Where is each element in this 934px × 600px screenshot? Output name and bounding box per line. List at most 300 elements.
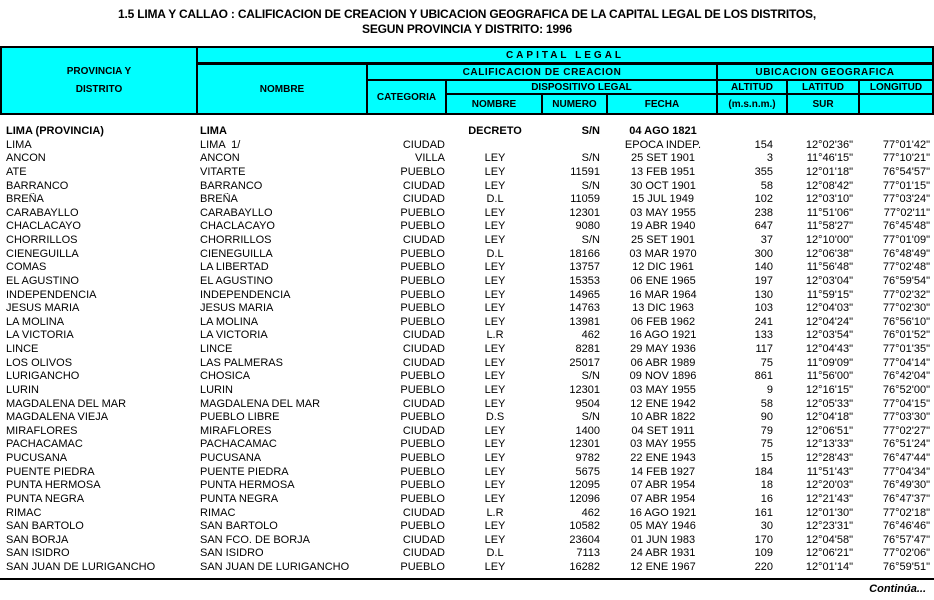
cell-capital-nombre: SAN BARTOLO	[200, 520, 278, 533]
cell-categoria: PUEBLO	[400, 520, 445, 533]
cell-categoria	[368, 125, 447, 139]
cell-numero: S/N	[581, 179, 600, 192]
cell-altitud: 117	[755, 343, 773, 355]
cell-latitud: 12°23'31"	[805, 520, 853, 533]
cell-altitud: 241	[754, 315, 773, 328]
cell-numero: 9782	[575, 452, 600, 464]
header-provincia-line2: DISTRITO	[75, 84, 123, 95]
cell-provincia: LIMA (PROVINCIA)	[6, 125, 104, 137]
cell-capital-nombre: PUNTA NEGRA	[200, 492, 279, 505]
table-row	[2, 479, 932, 493]
cell-altitud: 15	[760, 452, 773, 464]
cell-longitud: 77°02'48"	[882, 261, 930, 274]
cell-capital-nombre: PUNTA HERMOSA	[200, 479, 295, 492]
cell-dispositivo-nombre: LEY	[484, 302, 506, 315]
cell-capital-nombre: PUEBLO LIBRE	[200, 411, 280, 424]
cell-fecha: 03 MAR 1970	[629, 247, 697, 260]
cell-categoria: PUEBLO	[400, 261, 445, 274]
table-row	[2, 248, 932, 262]
cell-altitud: 861	[754, 370, 773, 383]
cell-numero: 12301	[569, 206, 600, 219]
cell-categoria: PUEBLO	[400, 370, 445, 383]
page-title	[0, 0, 934, 37]
table-row	[2, 329, 932, 343]
cell-altitud: 58	[760, 179, 773, 192]
cell-latitud: 12°03'10"	[805, 193, 853, 206]
cell-capital-nombre: VITARTE	[200, 165, 246, 178]
cell-fecha: 30 OCT 1901	[630, 179, 696, 192]
header-categoria: CATEGORIA	[368, 81, 447, 113]
cell-provincia: INDEPENDENCIA	[6, 288, 97, 301]
cell-altitud: 238	[754, 206, 773, 219]
cell-fecha: 03 MAY 1955	[630, 438, 696, 451]
cell-altitud: 75	[760, 438, 773, 451]
cell-numero: 7113	[576, 547, 600, 560]
table-row	[2, 384, 932, 398]
cell-latitud: 11°09'09"	[806, 356, 853, 369]
cell-categoria: VILLA	[415, 152, 445, 165]
table-row	[2, 507, 932, 521]
cell-fecha: 06 ABR 1989	[630, 356, 696, 369]
table-row	[2, 220, 932, 234]
cell-dispositivo-nombre: LEY	[484, 438, 506, 451]
cell-fecha: 24 ABR 1931	[630, 547, 696, 560]
header-longitud: LONGITUD	[860, 81, 932, 95]
cell-fecha: 15 JUL 1949	[632, 193, 694, 206]
cell-altitud: 16	[760, 492, 773, 505]
cell-dispositivo-nombre: LEY	[484, 383, 506, 396]
cell-altitud: 170	[754, 533, 773, 546]
cell-fecha: 04 SET 1911	[631, 424, 695, 437]
cell-altitud: 184	[754, 465, 773, 478]
cell-provincia: ANCON	[6, 152, 46, 165]
cell-categoria: PUEBLO	[400, 561, 445, 573]
cell-latitud: 12°01'14"	[805, 561, 853, 573]
cell-capital-nombre: LA LIBERTAD	[200, 261, 269, 274]
header-dispositivo-nombre: NOMBRE	[447, 95, 543, 113]
cell-numero: 25017	[569, 356, 600, 369]
header-nombre: NOMBRE	[198, 65, 368, 113]
cell-fecha: 07 ABR 1954	[630, 492, 696, 505]
cell-capital-nombre: CARABAYLLO	[200, 206, 273, 219]
cell-provincia: BARRANCO	[6, 179, 69, 192]
table-row	[2, 316, 932, 330]
cell-capital-nombre: LA VICTORIA	[200, 329, 268, 342]
cell-altitud: 109	[754, 547, 773, 560]
table-row	[2, 493, 932, 507]
cell-longitud: 77°02'11"	[883, 206, 930, 219]
cell-capital-nombre: LA MOLINA	[200, 315, 259, 328]
cell-capital-nombre: RIMAC	[200, 506, 236, 519]
cell-dispositivo-nombre: LEY	[484, 452, 506, 464]
cell-capital-nombre: PACHACAMAC	[200, 438, 277, 451]
cell-dispositivo-nombre: D.L	[486, 193, 504, 206]
table-row	[2, 534, 932, 548]
cell-numero: S/N	[581, 152, 600, 165]
cell-dispositivo-nombre: LEY	[484, 492, 506, 505]
cell-provincia: EL AGUSTINO	[6, 274, 79, 287]
cell-dispositivo-nombre: LEY	[484, 561, 506, 573]
cell-fecha: 13 DIC 1963	[632, 302, 694, 315]
cell-latitud: 12°13'33"	[805, 438, 853, 451]
cell-numero: 11591	[570, 165, 600, 178]
cell-altitud: 75	[760, 356, 773, 369]
cell-longitud: 76°59'54"	[882, 274, 930, 287]
cell-dispositivo-nombre: D.L	[486, 547, 504, 560]
cell-latitud: 12°08'42"	[805, 179, 853, 192]
header-provincia-line1: PROVINCIA Y	[66, 66, 132, 77]
cell-numero: 16282	[569, 561, 600, 573]
header-dispositivo-legal: DISPOSITIVO LEGAL	[447, 81, 718, 95]
cell-numero: 23604	[569, 533, 600, 546]
cell-provincia: SAN ISIDRO	[6, 547, 70, 560]
cell-dispositivo-nombre: L.R	[486, 506, 504, 519]
cell-provincia: LA VICTORIA	[6, 329, 74, 342]
cell-longitud: 76°47'44"	[882, 452, 930, 464]
table-row	[2, 520, 932, 534]
cell-dispositivo-nombre: LEY	[484, 274, 506, 287]
cell-provincia: LURIN	[6, 383, 40, 396]
cell-categoria: CIUDAD	[402, 533, 445, 546]
cell-longitud: 76°54'57"	[882, 165, 930, 178]
cell-latitud: 11°59'15"	[806, 288, 853, 301]
cell-categoria: CIUDAD	[402, 179, 445, 192]
cell-altitud: 647	[754, 220, 773, 233]
cell-capital-nombre: JESUS MARIA	[200, 302, 274, 315]
cell-longitud: 76°56'10"	[882, 315, 930, 328]
cell-longitud: 77°04'15"	[882, 397, 930, 410]
header-calificacion-creacion: CALIFICACION DE CREACION	[368, 65, 718, 81]
cell-fecha: 03 MAY 1955	[630, 383, 696, 396]
cell-altitud: 102	[754, 193, 773, 206]
cell-numero: 12095	[569, 479, 600, 492]
table-row	[2, 547, 932, 561]
cell-capital-nombre: LIMA 1/	[200, 138, 241, 151]
cell-numero: 12301	[569, 438, 600, 451]
cell-categoria: CIUDAD	[402, 193, 445, 206]
cell-capital-nombre: PUCUSANA	[200, 452, 262, 464]
cell-longitud: 77°10'21"	[882, 152, 930, 165]
table-row	[2, 152, 932, 166]
cell-longitud: 77°03'24"	[882, 193, 930, 206]
cell-capital-nombre: LINCE	[200, 343, 233, 355]
cell-fecha: 16 MAR 1964	[629, 288, 697, 301]
cell-dispositivo-nombre: D.S	[485, 411, 505, 424]
table-body	[2, 125, 932, 575]
cell-fecha: 25 SET 1901	[630, 234, 695, 246]
cell-latitud	[788, 125, 860, 139]
cell-dispositivo-nombre: LEY	[484, 220, 506, 233]
cell-altitud: 58	[760, 397, 773, 410]
cell-numero: S/N	[581, 411, 600, 424]
cell-altitud: 18	[760, 479, 773, 492]
cell-fecha: 25 SET 1901	[630, 152, 695, 165]
cell-altitud: 197	[754, 274, 773, 287]
cell-longitud: 77°02'32"	[882, 288, 930, 301]
cell-longitud: 77°02'06"	[882, 547, 930, 560]
header-fecha: FECHA	[608, 95, 718, 113]
table-row	[2, 261, 932, 275]
cell-fecha: 12 DIC 1961	[632, 261, 694, 274]
cell-capital-nombre: CHORRILLOS	[200, 234, 272, 246]
cell-provincia: ATE	[6, 165, 27, 178]
cell-fecha: 13 FEB 1951	[630, 165, 696, 178]
cell-latitud: 11°56'00"	[806, 370, 853, 383]
cell-numero: 9504	[575, 397, 600, 410]
cell-categoria: PUEBLO	[400, 411, 445, 424]
cell-latitud: 12°06'21"	[805, 547, 853, 560]
cell-numero: 12096	[569, 492, 600, 505]
cell-provincia: LINCE	[6, 343, 39, 355]
cell-categoria: PUEBLO	[400, 452, 445, 464]
cell-categoria: PUEBLO	[400, 165, 445, 178]
cell-provincia: LIMA	[6, 138, 32, 151]
cell-provincia: CHACLACAYO	[6, 220, 81, 233]
cell-latitud: 12°04'24"	[805, 315, 853, 328]
cell-capital-nombre: LAS PALMERAS	[200, 356, 283, 369]
cell-provincia: PUNTA NEGRA	[6, 492, 85, 505]
cell-longitud: 76°48'49"	[882, 247, 930, 260]
cell-provincia: LOS OLIVOS	[6, 356, 73, 369]
cell-provincia: CHORRILLOS	[6, 234, 78, 246]
table-row	[2, 139, 932, 153]
cell-numero	[543, 139, 608, 153]
cell-provincia: MIRAFLORES	[6, 424, 78, 437]
cell-longitud: 76°01'52"	[882, 329, 930, 342]
cell-capital-nombre: BREÑA	[200, 193, 238, 206]
cell-fecha: 09 NOV 1896	[629, 370, 697, 383]
cell-altitud: 154	[754, 138, 773, 151]
cell-capital-nombre: MIRAFLORES	[200, 424, 272, 437]
cell-fecha: 06 FEB 1962	[630, 315, 696, 328]
cell-numero: 9080	[575, 220, 600, 233]
cell-numero: 12301	[569, 383, 600, 396]
cell-categoria: PUEBLO	[400, 465, 445, 478]
cell-latitud: 12°10'00"	[805, 234, 853, 246]
cell-provincia: MAGDALENA VIEJA	[6, 411, 109, 424]
cell-longitud: 76°45'48"	[882, 220, 930, 233]
title-line2: SEGUN PROVINCIA Y DISTRITO: 1996	[362, 22, 572, 36]
cell-capital-nombre: SAN ISIDRO	[200, 547, 264, 560]
cell-capital-nombre: MAGDALENA DEL MAR	[200, 397, 321, 410]
table-row	[2, 166, 932, 180]
header-altitud: ALTITUD	[718, 81, 788, 95]
cell-capital-nombre: INDEPENDENCIA	[200, 288, 291, 301]
cell-numero: 462	[581, 329, 600, 342]
cell-numero: 15353	[569, 274, 600, 287]
cell-fecha: 10 ABR 1822	[630, 411, 696, 424]
cell-dispositivo-nombre	[447, 139, 543, 153]
cell-provincia: SAN JUAN DE LURIGANCHO	[6, 561, 156, 573]
cell-capital-nombre: LURIN	[200, 383, 234, 396]
cell-dispositivo-nombre: LEY	[484, 165, 506, 178]
cell-numero: 13757	[569, 261, 600, 274]
cell-numero: 1400	[575, 424, 600, 437]
table-row	[2, 438, 932, 452]
cell-numero: 462	[581, 506, 600, 519]
cell-categoria: PUEBLO	[400, 383, 445, 396]
cell-provincia: CARABAYLLO	[6, 206, 79, 219]
table-row	[2, 275, 932, 289]
cell-fecha: 07 ABR 1954	[630, 479, 696, 492]
header-altitud-unit: (m.s.n.m.)	[718, 95, 788, 113]
table-row	[2, 398, 932, 412]
table-row	[2, 234, 932, 248]
table-row	[2, 561, 932, 575]
cell-longitud: 76°57'47"	[882, 533, 930, 546]
cell-numero: 18166	[569, 247, 600, 260]
cell-altitud: 9	[766, 383, 773, 396]
cell-capital-nombre: PUENTE PIEDRA	[200, 465, 289, 478]
cell-categoria: CIUDAD	[402, 138, 445, 151]
cell-longitud	[860, 125, 932, 139]
cell-categoria: CIUDAD	[402, 397, 445, 410]
cell-dispositivo-nombre: L.R	[486, 329, 504, 342]
cell-fecha: 01 JUN 1983	[630, 533, 696, 546]
cell-provincia: COMAS	[6, 261, 47, 274]
table-row	[2, 411, 932, 425]
cell-altitud: 130	[754, 288, 773, 301]
cell-dispositivo-nombre: LEY	[484, 152, 506, 165]
header-latitud: LATITUD	[788, 81, 860, 95]
cell-dispositivo-nombre: LEY	[484, 288, 506, 301]
cell-capital-nombre: CHACLACAYO	[200, 220, 275, 233]
cell-latitud: 11°51'06"	[806, 206, 853, 219]
cell-longitud: 76°52'00"	[882, 383, 930, 396]
cell-categoria: CIUDAD	[402, 343, 445, 355]
cell-longitud: 76°42'04"	[882, 370, 930, 383]
cell-fecha: 14 FEB 1927	[630, 465, 696, 478]
cell-numero: 8281	[575, 343, 600, 355]
header-latitud-sur: SUR	[788, 95, 860, 113]
cell-altitud: 3	[766, 152, 773, 165]
cell-latitud: 12°06'38"	[805, 247, 853, 260]
cell-fecha: 22 ENE 1943	[630, 452, 696, 464]
cell-numero: 14965	[569, 288, 600, 301]
table-row	[2, 425, 932, 439]
cell-provincia: PUCUSANA	[6, 452, 68, 464]
table-row	[2, 343, 932, 357]
cell-categoria: PUEBLO	[400, 438, 445, 451]
cell-fecha: EPOCA INDEP.	[624, 138, 702, 151]
cell-categoria: CIUDAD	[402, 234, 445, 246]
cell-latitud: 12°04'18"	[805, 411, 853, 424]
cell-longitud: 77°01'15"	[882, 179, 930, 192]
cell-numero: 14763	[569, 302, 600, 315]
cell-latitud: 12°20'03"	[805, 479, 853, 492]
cell-longitud: 76°59'51"	[882, 561, 930, 573]
cell-capital-nombre: BARRANCO	[200, 179, 263, 192]
cell-fecha: 29 MAY 1936	[630, 343, 696, 355]
table-row	[2, 125, 932, 139]
cell-dispositivo-nombre: LEY	[484, 397, 506, 410]
cell-latitud: 12°28'43"	[805, 452, 853, 464]
cell-altitud: 37	[760, 234, 773, 246]
cell-longitud: 76°51'24"	[882, 438, 930, 451]
cell-fecha: 12 ENE 1942	[630, 397, 696, 410]
cell-longitud: 77°02'30"	[882, 302, 930, 315]
cell-altitud: 79	[760, 424, 773, 437]
title-line1: 1.5 LIMA Y CALLAO : CALIFICACION DE CREACION Y UBICACION GEOGRAFICA DE LA CAPITAL LEGAL DE LOS DISTRITOS,	[118, 7, 816, 21]
cell-latitud: 12°01'18"	[805, 165, 853, 178]
cell-altitud: 300	[754, 247, 773, 260]
cell-latitud: 11°56'48"	[806, 261, 853, 274]
cell-numero: 5675	[575, 465, 600, 478]
cell-latitud: 12°21'43"	[805, 492, 853, 505]
cell-fecha: 19 ABR 1940	[630, 220, 696, 233]
cell-capital-nombre: SAN JUAN DE LURIGANCHO	[200, 561, 350, 573]
cell-altitud: 140	[754, 261, 773, 274]
cell-provincia: SAN BARTOLO	[6, 520, 84, 533]
cell-latitud: 12°01'30"	[805, 506, 853, 519]
cell-altitud: 355	[754, 165, 773, 178]
cell-dispositivo-nombre: D.L	[486, 247, 504, 260]
cell-provincia: PUENTE PIEDRA	[6, 465, 95, 478]
cell-provincia: PUNTA HERMOSA	[6, 479, 101, 492]
cell-latitud: 12°02'36"	[805, 138, 853, 151]
cell-fecha: 12 ENE 1967	[630, 561, 696, 573]
cell-categoria: CIUDAD	[402, 329, 445, 342]
cell-dispositivo-nombre: LEY	[484, 465, 506, 478]
cell-dispositivo-nombre: LEY	[484, 315, 506, 328]
cell-capital-nombre: LIMA	[200, 125, 227, 137]
cell-provincia: PACHACAMAC	[6, 438, 83, 451]
cell-longitud: 77°01'09"	[882, 234, 930, 246]
cell-categoria: PUEBLO	[400, 302, 445, 315]
cell-latitud: 12°03'54"	[805, 329, 853, 342]
cell-altitud: 30	[760, 520, 773, 533]
cell-longitud: 77°02'27"	[882, 424, 930, 437]
cell-dispositivo-nombre: LEY	[484, 234, 506, 246]
cell-categoria: PUEBLO	[400, 247, 445, 260]
cell-dispositivo-nombre: LEY	[484, 370, 506, 383]
cell-provincia: RIMAC	[6, 506, 42, 519]
cell-fecha: 05 MAY 1946	[630, 520, 696, 533]
cell-categoria: PUEBLO	[400, 220, 445, 233]
cell-dispositivo-nombre: LEY	[484, 261, 506, 274]
cell-fecha: 03 MAY 1955	[630, 206, 696, 219]
cell-latitud: 12°06'51"	[805, 424, 853, 437]
table-row	[2, 193, 932, 207]
cell-dispositivo-nombre: LEY	[484, 343, 506, 355]
cell-dispositivo-nombre: LEY	[484, 479, 506, 492]
cell-categoria: CIUDAD	[402, 506, 445, 519]
cell-provincia: LA MOLINA	[6, 315, 65, 328]
cell-latitud: 12°05'33"	[805, 397, 853, 410]
cell-longitud: 76°47'37"	[882, 492, 930, 505]
cell-dispositivo-nombre: LEY	[484, 179, 506, 192]
table-row	[2, 357, 932, 371]
cell-dispositivo-nombre: DECRETO	[468, 125, 522, 137]
cell-provincia: SAN BORJA	[6, 533, 69, 546]
cell-dispositivo-nombre: LEY	[484, 533, 506, 546]
table-row	[2, 289, 932, 303]
cell-longitud: 77°04'34"	[882, 465, 930, 478]
cell-capital-nombre: CIENEGUILLA	[200, 247, 273, 260]
cell-capital-nombre: EL AGUSTINO	[200, 274, 273, 287]
header-capital-legal: CAPITAL LEGAL	[198, 48, 932, 65]
cell-longitud: 76°49'30"	[882, 479, 930, 492]
header-numero: NUMERO	[543, 95, 608, 113]
cell-fecha: 16 AGO 1921	[629, 329, 697, 342]
cell-numero: 11059	[570, 193, 600, 206]
table-row	[2, 207, 932, 221]
cell-altitud: 103	[754, 302, 773, 315]
cell-altitud: 161	[754, 506, 773, 519]
cell-capital-nombre: CHOSICA	[200, 370, 251, 383]
cell-categoria: PUEBLO	[400, 288, 445, 301]
cell-latitud: 11°58'27"	[806, 220, 853, 233]
